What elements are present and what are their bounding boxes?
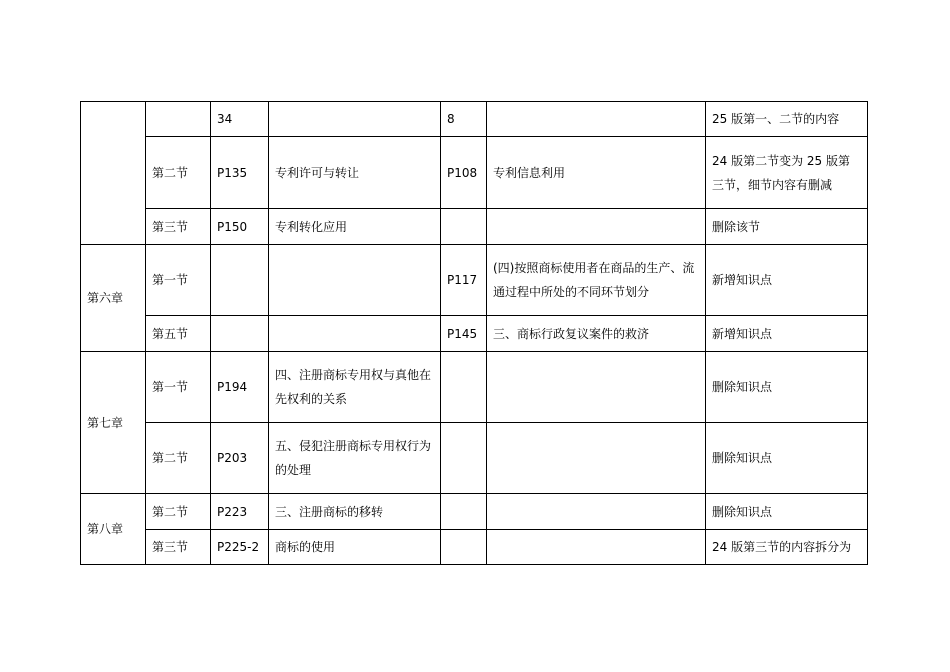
page-cell-old xyxy=(211,245,269,316)
note-cell: 删除知识点 xyxy=(706,494,868,530)
section-cell: 第一节 xyxy=(146,245,211,316)
page-cell-old: P150 xyxy=(211,209,269,245)
table-row xyxy=(81,209,868,245)
chapter-cell xyxy=(81,102,146,245)
page-cell-new: 8 xyxy=(441,102,487,137)
page-cell-old: P194 xyxy=(211,352,269,423)
page-cell-old: P203 xyxy=(211,423,269,494)
content-cell-old: 四、注册商标专用权与真他在先权利的关系 xyxy=(269,352,441,423)
page-cell-new xyxy=(441,494,487,530)
section-cell: 第三节 xyxy=(146,530,211,565)
table-row xyxy=(81,102,868,137)
content-cell-new xyxy=(487,530,706,565)
section-cell: 第二节 xyxy=(146,423,211,494)
note-cell: 新增知识点 xyxy=(706,245,868,316)
page-cell-new: P145 xyxy=(441,316,487,352)
content-cell-new xyxy=(487,352,706,423)
section-cell xyxy=(146,102,211,137)
page-cell-old: P135 xyxy=(211,137,269,209)
table-row xyxy=(81,137,868,209)
note-cell: 删除该节 xyxy=(706,209,868,245)
content-cell-new xyxy=(487,494,706,530)
table-row xyxy=(81,494,868,530)
page-cell-new: P108 xyxy=(441,137,487,209)
chapter-cell: 第八章 xyxy=(81,494,146,565)
page-cell-new xyxy=(441,209,487,245)
table-row xyxy=(81,530,868,565)
note-cell: 24 版第二节变为 25 版第三节，细节内容有删减 xyxy=(706,137,868,209)
comparison-table xyxy=(80,101,868,565)
table-row xyxy=(81,423,868,494)
content-cell-old: 商标的使用 xyxy=(269,530,441,565)
content-cell-old xyxy=(269,245,441,316)
note-cell: 删除知识点 xyxy=(706,352,868,423)
section-cell: 第三节 xyxy=(146,209,211,245)
page-cell-new xyxy=(441,352,487,423)
page-cell-old: 34 xyxy=(211,102,269,137)
content-cell-new xyxy=(487,423,706,494)
chapter-cell: 第七章 xyxy=(81,352,146,494)
page-cell-old xyxy=(211,316,269,352)
content-cell-old: 五、侵犯注册商标专用权行为的处理 xyxy=(269,423,441,494)
content-cell-new xyxy=(487,209,706,245)
note-cell: 24 版第三节的内容拆分为 xyxy=(706,530,868,565)
content-cell-new: (四)按照商标使用者在商品的生产、流通过程中所处的不同环节划分 xyxy=(487,245,706,316)
section-cell: 第一节 xyxy=(146,352,211,423)
page-cell-old: P225-2 xyxy=(211,530,269,565)
content-cell-new: 专利信息利用 xyxy=(487,137,706,209)
section-cell: 第五节 xyxy=(146,316,211,352)
content-cell-new xyxy=(487,102,706,137)
content-cell-old: 专利许可与转让 xyxy=(269,137,441,209)
content-cell-old xyxy=(269,316,441,352)
table-row xyxy=(81,245,868,316)
page-cell-new xyxy=(441,423,487,494)
page-cell-new: P117 xyxy=(441,245,487,316)
section-cell: 第二节 xyxy=(146,137,211,209)
note-cell: 25 版第一、二节的内容 xyxy=(706,102,868,137)
note-cell: 新增知识点 xyxy=(706,316,868,352)
content-cell-old: 三、注册商标的移转 xyxy=(269,494,441,530)
page-cell-old: P223 xyxy=(211,494,269,530)
table-row xyxy=(81,352,868,423)
chapter-cell: 第六章 xyxy=(81,245,146,352)
content-cell-new: 三、商标行政复议案件的救济 xyxy=(487,316,706,352)
note-cell: 删除知识点 xyxy=(706,423,868,494)
content-cell-old xyxy=(269,102,441,137)
page-cell-new xyxy=(441,530,487,565)
table-row xyxy=(81,316,868,352)
section-cell: 第二节 xyxy=(146,494,211,530)
content-cell-old: 专利转化应用 xyxy=(269,209,441,245)
